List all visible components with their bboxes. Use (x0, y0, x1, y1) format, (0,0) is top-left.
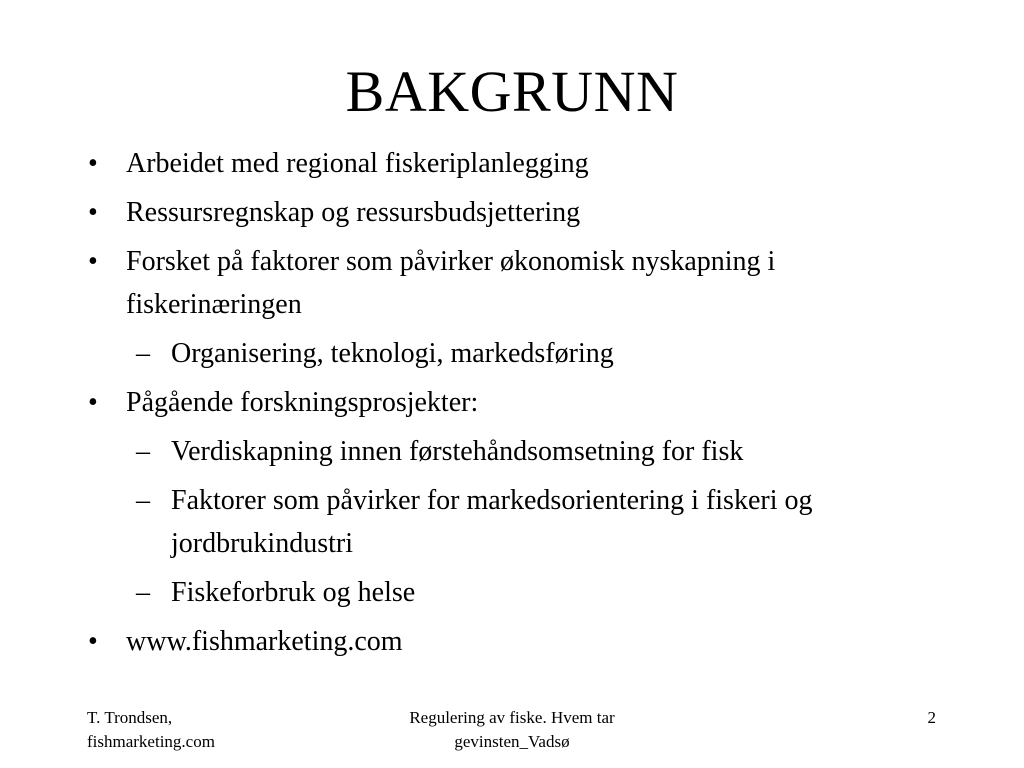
sub-bullet-item (0, 571, 931, 614)
footer-title-line-1: Regulering av fiske. Hvem tar (409, 708, 615, 727)
footer-title-line-2: gevinsten_Vadsø (454, 732, 570, 751)
footer-author-name: T. Trondsen, (87, 708, 173, 727)
bullet-list (0, 142, 1024, 669)
bullet-item (0, 142, 936, 185)
sub-bullet-item (0, 479, 931, 565)
bullet-text: Ressursregnskap og ressursbudsjettering (126, 197, 581, 228)
bullet-text: Arbeidet med regional fiskeriplanlegging (126, 148, 589, 179)
bullet-item (0, 191, 936, 234)
sub-bullet-item (0, 332, 931, 375)
slide-number: 2 (927, 708, 936, 727)
bullet-item (0, 381, 936, 424)
bullet-text-url: www.fishmarketing.com (126, 626, 403, 657)
bullet-item (0, 240, 936, 326)
bullet-marker: • (88, 387, 98, 418)
bullet-marker: • (88, 197, 98, 228)
footer-author (87, 706, 215, 754)
dash-marker: – (136, 338, 150, 369)
sub-bullet-text: Organisering, teknologi, markedsføring (171, 338, 614, 369)
sub-bullet-item (0, 430, 931, 473)
sub-bullet-text: Verdiskapning innen førstehåndsomsetning for fisk (171, 436, 744, 467)
sub-bullet-text: Fiskeforbruk og helse (171, 577, 416, 608)
sub-bullet-text: Faktorer som påvirker for markedsorientering i fiskeri og jordbrukindustri (171, 485, 813, 559)
footer-author-site: fishmarketing.com (87, 732, 215, 751)
bullet-marker: • (88, 246, 98, 277)
dash-marker: – (136, 577, 150, 608)
bullet-text: Forsket på faktorer som påvirker økonomisk nyskapning i fiskerinæringen (126, 246, 776, 320)
dash-marker: – (136, 436, 150, 467)
footer-presentation-title (380, 706, 644, 754)
dash-marker: – (136, 485, 150, 516)
bullet-item (0, 620, 936, 663)
slide-title: BAKGRUNN (345, 59, 679, 124)
bullet-marker: • (88, 148, 98, 179)
bullet-marker: • (88, 626, 98, 657)
bullet-text: Pågående forskningsprosjekter: (126, 387, 479, 418)
